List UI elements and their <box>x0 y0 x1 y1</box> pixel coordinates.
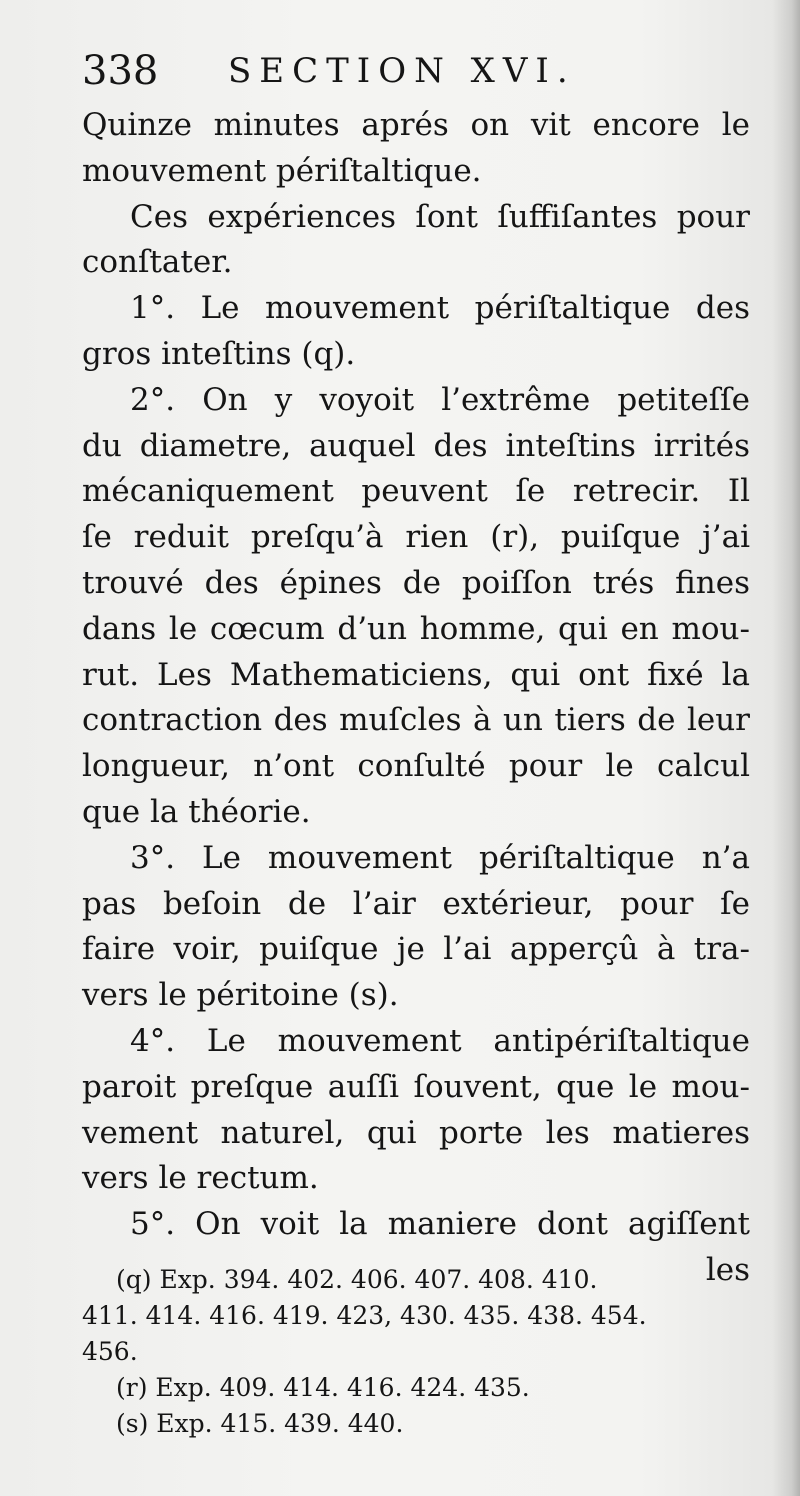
text-line: dans le cœcum d’un homme, qui en mou- <box>82 610 750 647</box>
text-line: 3°. Le mouvement périſtaltique n’a <box>130 839 750 876</box>
text-line: faire voir, puiſque je l’ai apperçû à tra- <box>82 931 750 968</box>
text-line: Ces expériences ſont ſuffiſantes pour <box>130 198 750 235</box>
gutter-shadow <box>772 0 800 1496</box>
text-line: rut. Les Mathematiciens, qui ont fixé la <box>82 656 750 693</box>
text-line: conſtater. <box>82 244 233 281</box>
text-line: contraction des muſcles à un tiers de leur <box>82 702 750 739</box>
text-line: vers le rectum. <box>82 1160 319 1197</box>
page-header <box>82 44 682 98</box>
text-line: ſe reduit preſqu’à rien (r), puiſque j’ai <box>82 519 750 556</box>
page-number: 338 <box>82 48 159 94</box>
text-line: du diametre, auquel des inteſtins irrités <box>82 427 750 464</box>
running-head: SECTION XVI. <box>228 51 576 91</box>
text-line: gros inteſtins (q). <box>82 335 356 372</box>
text-line: vement naturel, qui porte les matieres <box>82 1114 750 1151</box>
footnote-q: (q) Exp. 394. 402. 406. 407. 408. 410. <box>116 1265 598 1294</box>
text-line: mouvement périſtaltique. <box>82 152 482 189</box>
text-line: Quinze minutes aprés on vit encore le <box>82 107 750 143</box>
text-line: pas beſoin de l’air extérieur, pour ſe <box>82 885 750 922</box>
text-line: 4°. Le mouvement antipériſtaltique <box>130 1022 750 1059</box>
text-line: 1°. Le mouvement périſtaltique des <box>130 290 750 327</box>
catchword: les <box>705 1251 750 1288</box>
footnote-s: (s) Exp. 415. 439. 440. <box>116 1409 404 1438</box>
text-line: mécaniquement peuvent ſe retrecir. Il <box>82 473 750 510</box>
text-line: 5°. On voit la maniere dont agiſſent <box>130 1206 750 1243</box>
text-line: vers le péritoine (s). <box>82 977 399 1014</box>
body-text <box>82 103 750 1294</box>
footnotes <box>82 1262 750 1442</box>
footnote-r: (r) Exp. 409. 414. 416. 424. 435. <box>116 1373 530 1402</box>
text-line: longueur, n’ont conſulté pour le calcul <box>82 748 750 785</box>
footnote-q-continued: 411. 414. 416. 419. 423, 430. 435. 438. 454. <box>82 1301 647 1330</box>
footnote-q-continued: 456. <box>82 1337 138 1366</box>
text-line: que la théorie. <box>82 793 311 830</box>
text-line: 2°. On y voyoit l’extrême petiteſſe <box>130 381 750 418</box>
text-line: paroit preſque auſſi ſouvent, que le mou- <box>82 1068 750 1105</box>
text-line: trouvé des épines de poiſſon trés fines <box>82 564 750 601</box>
